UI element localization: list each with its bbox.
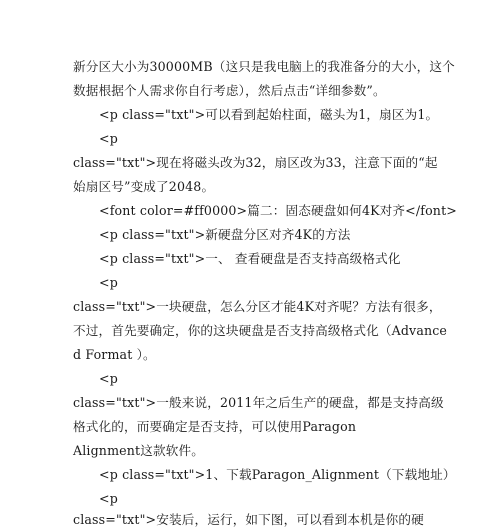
text-line: 数据根据个人需求你自行考虑），然后点击“详细参数”。: [73, 83, 386, 98]
text-line: <p class="txt">一、 查看硬盘是否支持高级格式化: [99, 251, 401, 266]
text-line: 不过，首先要确定，你的这块硬盘是否支持高级格式化（Advance: [73, 323, 448, 338]
text-line: 新分区大小为30000MB（这只是我电脑上的我准备分的大小，这个: [73, 59, 455, 74]
text-line: d Format ）。: [73, 347, 156, 362]
text-line: <p: [99, 275, 118, 290]
text-line: Alignment这款软件。: [73, 443, 204, 458]
text-line: <p: [99, 131, 118, 146]
text-line: class="txt">安装后，运行，如下图，可以看到本机是你的硬: [73, 512, 424, 527]
text-line: class="txt">现在将磁头改为32，扇区改为33，注意下面的“起: [73, 155, 438, 170]
text-line: 始扇区号”变成了2048。: [73, 179, 215, 194]
text-line: class="txt">一般来说，2011年之后生产的硬盘，都是支持高级: [73, 395, 444, 410]
text-line: <p class="txt">可以看到起始柱面，磁头为1，扇区为1。: [99, 107, 439, 122]
text-line: <font color=#ff0000>篇二：固态硬盘如何4K对齐</font>: [99, 203, 457, 218]
text-line: <p class="txt">1、下载Paragon_Alignment（下载地址）: [99, 467, 456, 482]
text-line: <p class="txt">新硬盘分区对齐4K的方法: [99, 227, 351, 242]
text-line: <p: [99, 371, 118, 386]
text-line: 格式化的，而要确定是否支持，可以使用Paragon: [73, 419, 357, 434]
text-line: <p: [99, 491, 118, 506]
text-line: class="txt">一块硬盘，怎么分区才能4K对齐呢？方法有很多，: [73, 299, 442, 314]
